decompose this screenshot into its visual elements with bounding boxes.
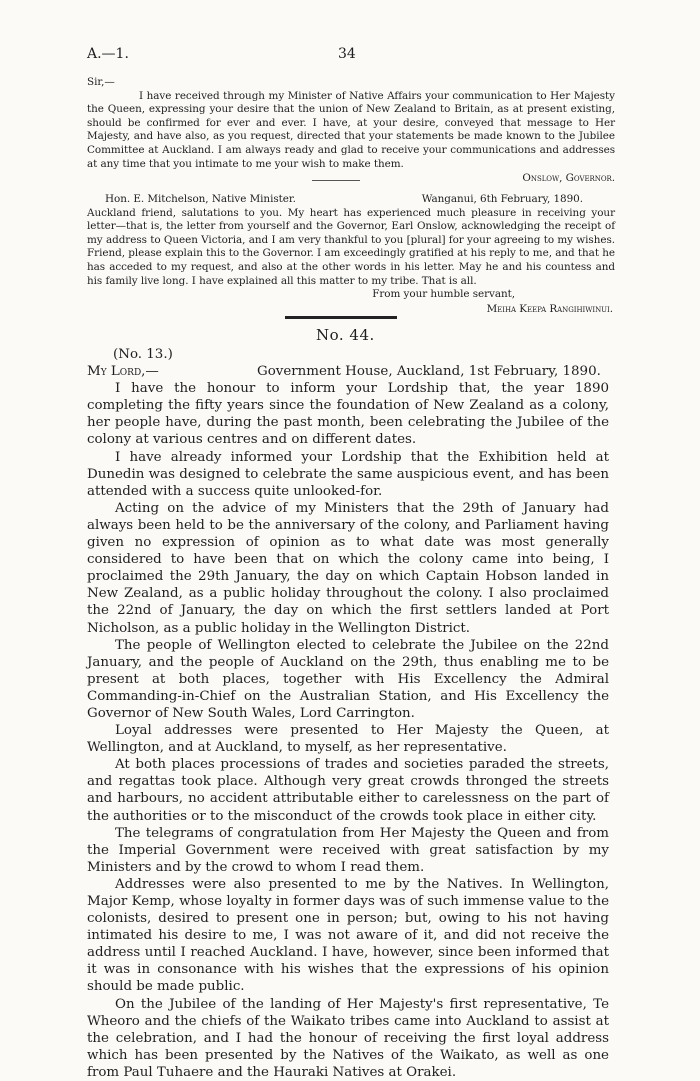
dispatch-heading: No. 44. bbox=[316, 326, 375, 344]
letter-salutation: Sir,— bbox=[87, 76, 115, 88]
letter-body: Auckland friend, salutations to you. My heart has experienced much pleasure in receiving your letter—that is, the letter from yourself and the Governor, Earl Onslow, acknowledging the receipt of my address to Queen Victoria, and I am very thankful to you [plural] for your agreeing to my wishes. Friend, please explain this to the Governor. I am exceedingly gratified at his reply to me, and that he has acceded to my request, and also at the other words in his letter. May he and his countess and his family live long. I have explained all this matter to my tribe. That is all. bbox=[87, 206, 615, 287]
section-divider bbox=[312, 180, 360, 181]
dispatch-salutation: My Lord,— bbox=[87, 364, 159, 380]
letter-dateline: Wanganui, 6th February, 1890. bbox=[421, 193, 583, 205]
page-number: 34 bbox=[338, 46, 356, 62]
letter-signature: Onslow, Governor. bbox=[522, 172, 615, 185]
paragraph: I have already informed your Lordship that the Exhibition held at Dunedin was designed to celebrate the same auspicious event, and has been attended with a success quite unlooked-for. bbox=[87, 449, 609, 499]
paragraph: Loyal addresses were presented to Her Majesty the Queen, at Wellington, and at Auckland, to myself, as her representative. bbox=[87, 723, 609, 756]
paragraph: I have the honour to inform your Lordship that, the year 1890 completing the fifty years since the foundation of New Zealand as a colony, her people have, during the past month, been celebrating the Jubilee of the colony at various centres and on different dates. bbox=[87, 381, 609, 448]
paragraph: At both places processions of trades and societies paraded the streets, and regattas took place. Although very great crowds thronged the streets and harbours, no accident attributable either to carelessness on the part of the authorities or to the misconduct of the crowds took place in either city. bbox=[87, 757, 609, 824]
paragraph: The telegrams of congratulation from Her Majesty the Queen and from the Imperial Government were received with great satisfaction by my Ministers and by the crowd to whom I read them. bbox=[87, 825, 609, 875]
paragraph: On the Jubilee of the landing of Her Majesty's first representative, Te Wheoro and the chiefs of the Waikato tribes came into Auckland to assist at the celebration, and I had the honour of receiving the first loyal address which has been presented by the Natives of the Waikato, as well as one from Paul Tuhaere and the Hauraki Natives at Orakei. bbox=[87, 996, 609, 1080]
paragraph: Acting on the advice of my Ministers that the 29th of January had always been held to be the anniversary of the colony, and Parliament having given no expression of opinion as to what date was most generally considered to have been that on which the colony came into being, I proclaimed the 29th January, the day on which Captain Hobson landed in New Zealand, as a public holiday throughout the colony. I also proclaimed the 22nd of January, the day on which the first settlers landed at Port Nicholson, as a public holiday in the Wellington District. bbox=[87, 500, 609, 636]
governor-letter bbox=[87, 76, 615, 186]
letter-closing: From your humble servant, bbox=[372, 288, 515, 301]
dispatch-sub-number: (No. 13.) bbox=[113, 347, 173, 362]
dispatch-dateline: Government House, Auckland, 1st February, 1890. bbox=[257, 364, 601, 380]
paragraph: The people of Wellington elected to celebrate the Jubilee on the 22nd January, and the people of Auckland on the 29th, thus enabling me to be present at both places, together with His Excellency the Admiral Commanding-in-Chief on the Australian Station, and His Excellency the Governor of New South Wales, Lord Carrington. bbox=[87, 637, 609, 721]
native-letter bbox=[87, 193, 615, 316]
letter-addressee: Hon. E. Mitchelson, Native Minister. bbox=[105, 193, 296, 205]
letter-body: I have received through my Minister of Native Affairs your communication to Her Majesty the Queen, expressing your desire that the union of New Zealand to Britain, as at present existing, should be confirmed for ever and ever. I have, at your desire, conveyed that message to Her Majesty, and have also, as you request, directed that your statements be made known to the Jubilee Committee at Auckland. I am always ready and glad to receive your communications and addresses at any time that you intimate to me your wish to make them. bbox=[87, 89, 615, 170]
dispatch-body bbox=[87, 346, 609, 1081]
letter-signature: Meiha Keepa Rangihiwinui. bbox=[486, 302, 613, 315]
heavy-rule bbox=[285, 316, 397, 319]
paper-reference: A.—1. bbox=[87, 46, 129, 62]
paragraph: Addresses were also presented to me by the Natives. In Wellington, Major Kemp, whose loyalty in former days was of such immense value to the colonists, desired to present one in person; but, owing to his not having intimated his desire to me, I was not aware of it, and did not receive the address until I reached Auckland. I have, however, since been informed that it was in consonance with his wishes that the expressions of his opinion should be made public. bbox=[87, 876, 609, 995]
